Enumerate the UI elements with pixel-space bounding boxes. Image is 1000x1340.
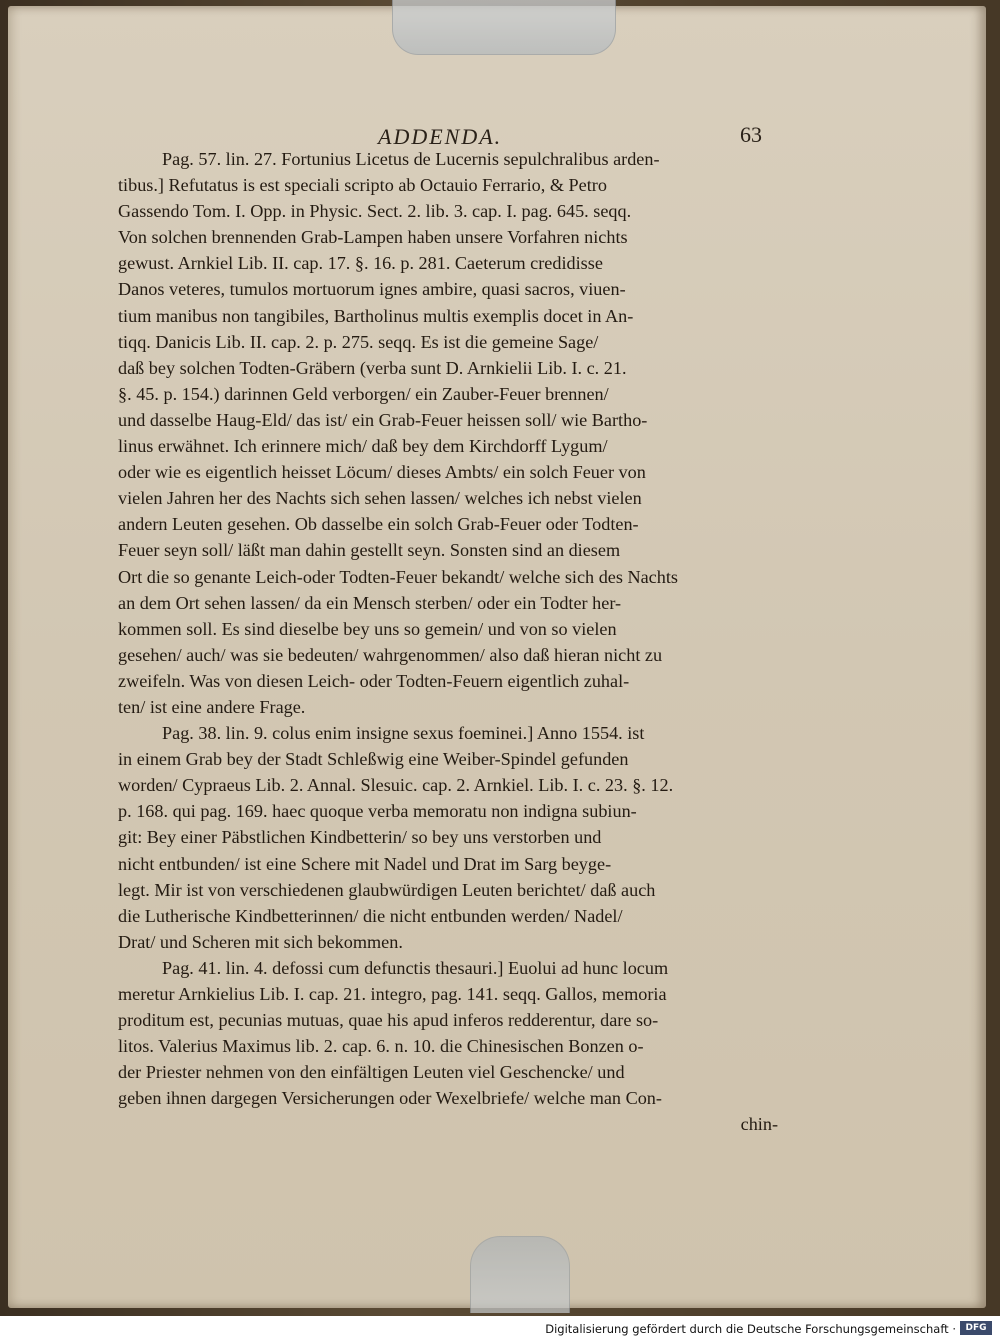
- text-line: geben ihnen dargegen Versicherungen oder Wexelbriefe/ welche man Con-: [118, 1088, 662, 1109]
- text-line: Ort die so genante Leich-oder Todten-Feuer bekandt/ welche sich des Nachts: [118, 566, 678, 587]
- footer-text: Digitalisierung gefördert durch die Deutsche Forschungsgemeinschaft ·: [545, 1322, 956, 1336]
- text-line: zweifeln. Was von diesen Leich- oder Todten-Feuern eigentlich zuhal-: [118, 670, 630, 691]
- text-line: Pag. 38. lin. 9. colus enim insigne sexus foeminei.] Anno 1554. ist: [162, 723, 645, 744]
- text-line: nicht entbunden/ ist eine Schere mit Nadel und Drat im Sarg beyge-: [118, 853, 612, 874]
- text-line: Pag. 41. lin. 4. defossi cum defunctis thesauri.] Euolui ad hunc locum: [162, 957, 669, 978]
- text-line: die Lutherische Kindbetterinnen/ die nicht entbunden werden/ Nadel/: [118, 905, 623, 926]
- text-line: tiqq. Danicis Lib. II. cap. 2. p. 275. seqq. Es ist die gemeine Sage/: [118, 331, 599, 352]
- text-line: gesehen/ auch/ was sie bedeuten/ wahrgenommen/ also daß hieran nicht zu: [118, 644, 663, 665]
- text-line: kommen soll. Es sind dieselbe bey uns so gemein/ und von so vielen: [118, 618, 617, 639]
- text-line: daß bey solchen Todten-Gräbern (verba sunt D. Arnkielii Lib. I. c. 21.: [118, 357, 627, 378]
- text-line: Feuer seyn soll/ läßt man dahin gestellt seyn. Sonsten sind an diesem: [118, 540, 621, 561]
- text-line: gewust. Arnkiel Lib. II. cap. 17. §. 16. p. 281. Caeterum credidisse: [118, 253, 603, 274]
- text-line: linus erwähnet. Ich erinnere mich/ daß bey dem Kirchdorff Lygum/: [118, 436, 608, 457]
- text-line: Drat/ und Scheren mit sich bekommen.: [118, 931, 403, 952]
- text-line: und dasselbe Haug-Eld/ das ist/ ein Grab-Feuer heissen soll/ wie Bartho-: [118, 409, 648, 430]
- body-text: [118, 146, 778, 1138]
- dfg-logo: DFG: [960, 1321, 992, 1335]
- text-line: p. 168. qui pag. 169. haec quoque verba memoratu non indigna subiun-: [118, 801, 637, 822]
- text-line: Danos veteres, tumulos mortuorum ignes ambire, quasi sacros, viuen-: [118, 279, 626, 300]
- page-clip-bottom: [470, 1236, 570, 1313]
- running-head: ADDENDA.: [378, 124, 503, 149]
- text-line: Pag. 57. lin. 27. Fortunius Licetus de Lucernis sepulchralibus arden-: [162, 149, 660, 169]
- page-number: 63: [740, 122, 762, 147]
- text-line: proditum est, pecunias mutuas, quae his apud inferos redderentur, dare so-: [118, 1010, 659, 1031]
- text-line: tium manibus non tangibiles, Bartholinus multis exemplis docet in An-: [118, 305, 634, 326]
- text-line: legt. Mir ist von verschiedenen glaubwürdigen Leuten berichtet/ daß auch: [118, 879, 656, 900]
- text-line: §. 45. p. 154.) darinnen Geld verborgen/ ein Zauber-Feuer brennen/: [118, 383, 609, 404]
- text-line: litos. Valerius Maximus lib. 2. cap. 6. n. 10. die Chinesischen Bonzen o-: [118, 1036, 644, 1057]
- text-line: ten/ ist eine andere Frage.: [118, 696, 306, 717]
- text-line: oder wie es eigentlich heisset Löcum/ dieses Ambts/ ein solch Feuer von: [118, 462, 646, 483]
- page-clip-top: [392, 0, 616, 55]
- text-line: andern Leuten gesehen. Ob dasselbe ein solch Grab-Feuer oder Todten-: [118, 514, 639, 535]
- text-line: tibus.] Refutatus is est speciali scripto ab Octauio Ferrario, & Petro: [118, 175, 607, 196]
- text-line: Gassendo Tom. I. Opp. in Physic. Sect. 2. lib. 3. cap. I. pag. 645. seqq.: [118, 201, 632, 222]
- text-line: an dem Ort sehen lassen/ da ein Mensch sterben/ oder ein Todter her-: [118, 592, 622, 613]
- text-line: vielen Jahren her des Nachts sich sehen lassen/ welches ich nebst vielen: [118, 488, 642, 509]
- text-line: der Priester nehmen von den einfältigen Leuten viel Geschencke/ und: [118, 1062, 625, 1083]
- text-line: in einem Grab bey der Stadt Schleßwig eine Weiber-Spindel gefunden: [118, 749, 629, 770]
- text-line: Von solchen brennenden Grab-Lampen haben unsere Vorfahren nichts: [118, 227, 628, 248]
- catchword: chin-: [740, 1114, 778, 1135]
- text-line: meretur Arnkielius Lib. I. cap. 21. integro, pag. 141. seqq. Gallos, memoria: [118, 984, 667, 1004]
- text-line: git: Bey einer Päbstlichen Kindbetterin/ so bey uns verstorben und: [118, 827, 602, 848]
- text-line: worden/ Cypraeus Lib. 2. Annal. Slesuic. cap. 2. Arnkiel. Lib. I. c. 23. §. 12.: [118, 775, 674, 796]
